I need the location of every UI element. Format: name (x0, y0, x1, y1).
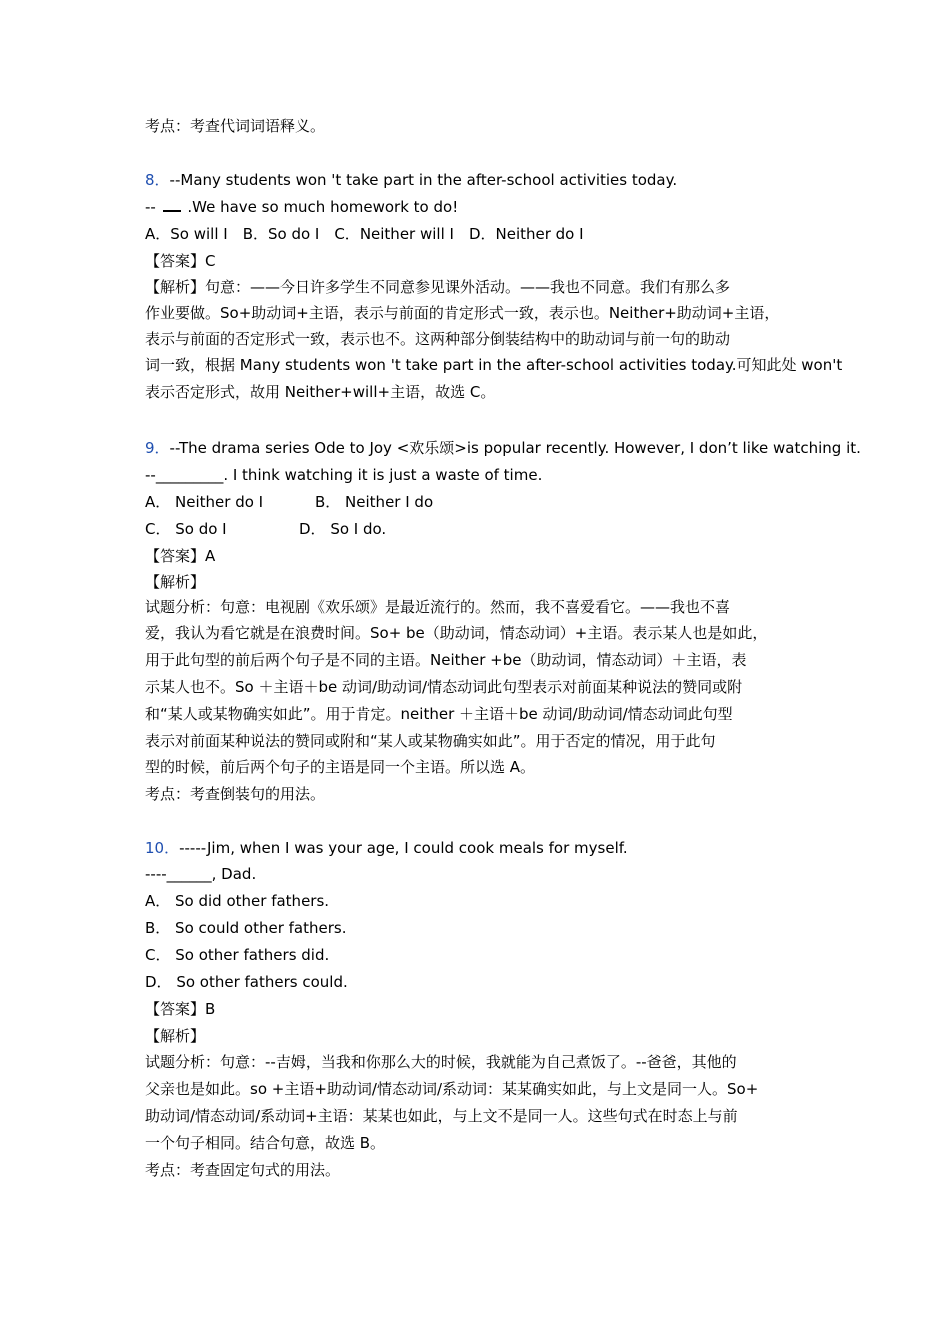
q8-analysis-line: 表示与前面的否定形式一致，表示也不。这两种部分倒装结构中的助动词与前一句的助动 (145, 330, 731, 348)
q10-stem-line2: ----______, Dad. (145, 865, 257, 883)
q8-analysis-line: 词一致，根据 Many students won 't take part in the after-school activities today.可知此处 won't (145, 356, 843, 374)
q9-analysis-line: 表示对前面某种说法的赞同或附和“某人或某物确实如此”。用于否定的情况，用于此句 (145, 732, 716, 750)
q10-analysis-line: 一个句子相同。结合句意，故选 B。 (145, 1134, 386, 1152)
q10-option-c: C． So other fathers did. (145, 946, 330, 964)
q8-answer: 【答案】C (145, 252, 216, 270)
q10-stem1: -----Jim, when I was your age, I could cook meals for myself. (179, 839, 628, 857)
q9-stem-line2: --_________. I think watching it is just a waste of time. (145, 466, 543, 484)
q10-analysis-line: 试题分析：句意：--吉姆，当我和你那么大的时候，我就能为自己煮饭了。--爸爸，其他的 (145, 1053, 737, 1071)
q8-options: A．So will I B．So do I C．Neither will I D．Neither do I (145, 225, 584, 243)
q9-analysis-head: 【解析】 (145, 573, 206, 591)
q8-stem-line1 (145, 170, 677, 190)
q8-stem2-prefix: -- (145, 198, 156, 216)
q10-analysis-line: 父亲也是如此。so +主语+助动词/情态动词/系动词：某某确实如此，与上文是同一人。So+ (145, 1080, 759, 1098)
q8-answer-blank (163, 198, 181, 212)
q9-analysis-line: 型的时候，前后两个句子的主语是同一个主语。所以选 A。 (145, 758, 536, 776)
q9-analysis-line: 示某人也不。So ＋主语＋be 动词/助动词/情态动词此句型表示对前面某种说法的赞同或附 (145, 678, 743, 696)
q8-stem-line2 (145, 197, 458, 217)
q10-analysis-line: 助动词/情态动词/系动词+主语：某某也如此，与上文不是同一人。这些句式在时态上与前 (145, 1107, 738, 1125)
q9-kaodian: 考点：考查倒装句的用法。 (145, 785, 326, 803)
q9-option-d: D． So I do. (299, 520, 387, 538)
q8-number: 8． (145, 171, 170, 189)
q8-stem1: --Many students won 't take part in the after-school activities today. (169, 171, 678, 189)
q8-stem2-suffix: .We have so much homework to do! (187, 198, 459, 216)
q9-option-a: A． Neither do I (145, 493, 264, 511)
q9-option-b: B． Neither I do (315, 493, 434, 511)
q9-analysis-line: 和“某人或某物确实如此”。用于肯定。neither ＋主语＋be 动词/助动词/情态动词此句型 (145, 705, 733, 723)
q10-option-b: B． So could other fathers. (145, 919, 347, 937)
q8-analysis-line: 作业要做。So+助动词+主语，表示与前面的肯定形式一致，表示也。Neither+助动词+主语， (145, 304, 780, 322)
q8-analysis-line: 表示否定形式，故用 Neither+will+主语，故选 C。 (145, 383, 496, 401)
q10-option-a: A． So did other fathers. (145, 892, 330, 910)
q9-number: 9． (145, 439, 170, 457)
q10-stem-line1 (145, 838, 628, 858)
kaodian-top: 考点：考查代词词语释义。 (145, 117, 326, 135)
q10-kaodian: 考点：考查固定句式的用法。 (145, 1161, 341, 1179)
q10-number: 10． (145, 839, 180, 857)
q10-answer: 【答案】B (145, 1000, 216, 1018)
q9-stem1: --The drama series Ode to Joy <欢乐颂>is popular recently. However, I don’t like watching it. (169, 439, 861, 457)
q9-stem-line1 (145, 438, 861, 458)
q10-analysis-head: 【解析】 (145, 1027, 206, 1045)
q9-answer: 【答案】A (145, 547, 216, 565)
q8-analysis-line: 【解析】句意：——今日许多学生不同意参见课外活动。——我也不同意。我们有那么多 (145, 278, 731, 296)
q9-analysis-line: 爱，我认为看它就是在浪费时间。So+ be（助动词，情态动词）+主语。表示某人也是如此， (145, 624, 768, 642)
q9-option-c: C． So do I (145, 520, 227, 538)
q9-analysis-line: 用于此句型的前后两个句子是不同的主语。Neither +be（助动词，情态动词）＋主语，表 (145, 651, 747, 669)
q9-analysis-line: 试题分析：句意：电视剧《欢乐颂》是最近流行的。然而，我不喜爱看它。——我也不喜 (145, 598, 731, 616)
q10-option-d: D． So other fathers could. (145, 973, 348, 991)
